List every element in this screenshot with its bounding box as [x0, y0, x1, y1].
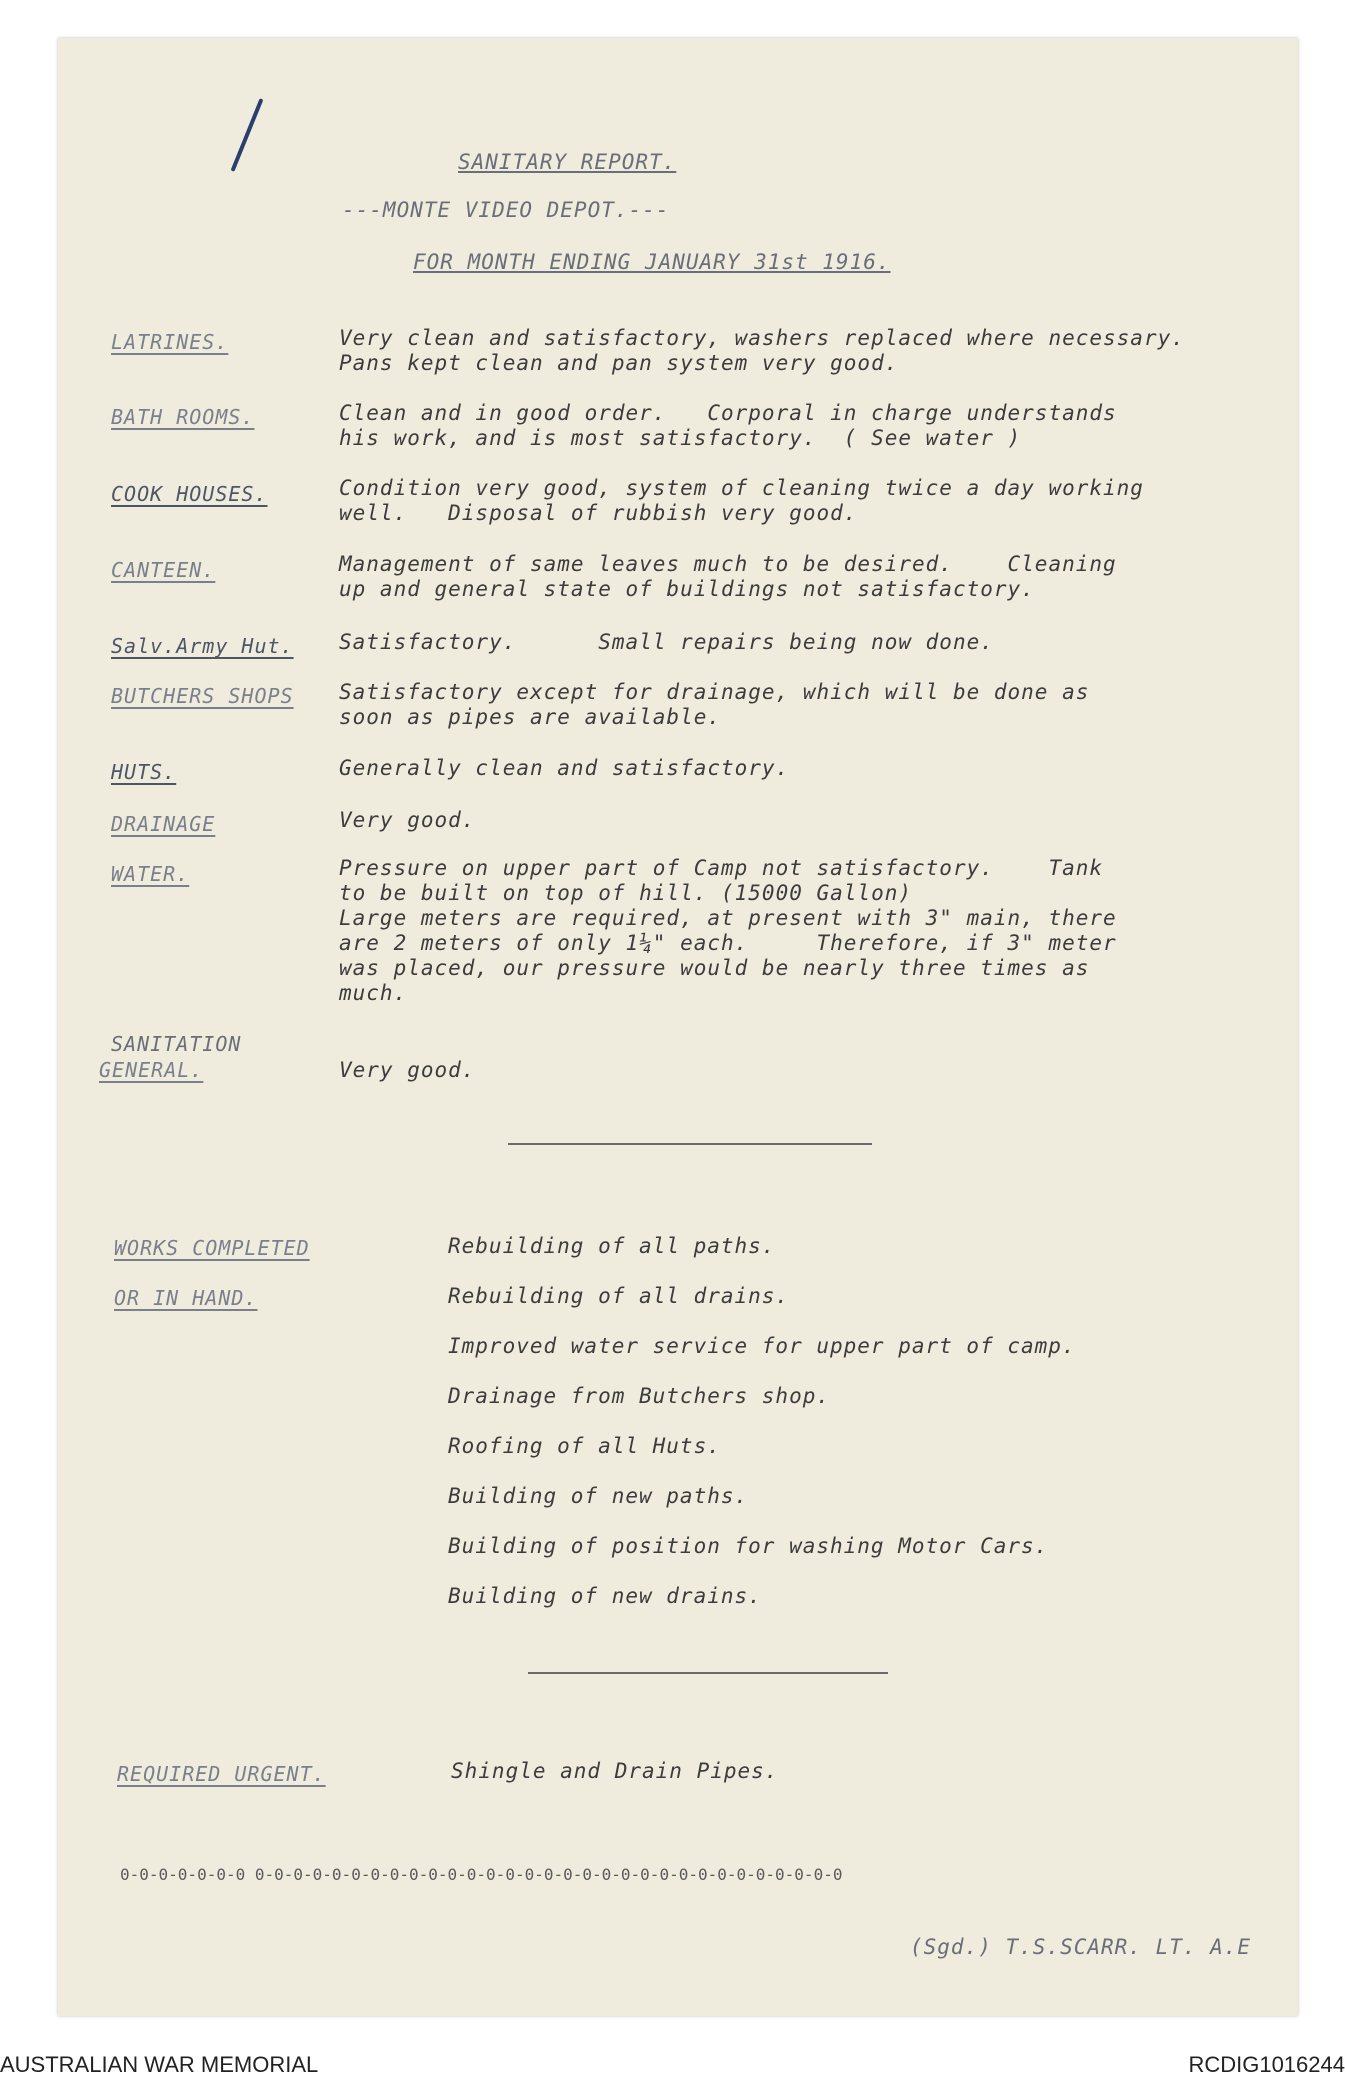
works-item: Drainage from Butchers shop. — [448, 1384, 831, 1408]
report-period: FOR MONTH ENDING JANUARY 31st 1916. — [413, 250, 891, 274]
divider-2 — [528, 1672, 888, 1674]
signature: (Sgd.) T.S.SCARR. LT. A.E — [910, 1935, 1252, 1959]
works-item: Improved water service for upper part of camp. — [448, 1334, 1076, 1358]
section-text-water: Pressure on upper part of Camp not satisfactory. Tank to be built on top of hill. (15000 Gallon) Large meters are required, at present with 3" main, there are 2 meters of only 1¼" each. Therefore, if 3" meter was placed, our pressure would be nearly three times as much. — [339, 856, 1117, 1005]
footer-archive-name: AUSTRALIAN WAR MEMORIAL — [0, 2052, 319, 2077]
section-text-salv-army-hut: Satisfactory. Small repairs being now done. — [339, 630, 994, 654]
required-label: REQUIRED URGENT. — [117, 1762, 326, 1786]
works-item: Building of new drains. — [448, 1584, 762, 1608]
section-label-drainage: DRAINAGE — [111, 812, 216, 836]
section-text-canteen: Management of same leaves much to be desired. Cleaning up and general state of buildings not satisfactory. — [339, 552, 1117, 601]
works-item: Rebuilding of all paths. — [448, 1234, 776, 1258]
works-label-line1: WORKS COMPLETED — [114, 1236, 310, 1260]
section-text-latrines: Very clean and satisfactory, washers replaced where necessary. Pans kept clean and pan system very good. — [339, 326, 1185, 375]
section-text-drainage: Very good. — [339, 808, 476, 832]
section-label-canteen: CANTEEN. — [111, 558, 216, 582]
section-label-bath-rooms: BATH ROOMS. — [111, 405, 255, 429]
section-text-butchers-shops: Satisfactory except for drainage, which will be done as soon as pipes are available. — [339, 680, 1090, 729]
report-title: SANITARY REPORT. — [458, 150, 677, 174]
section-label-cook-houses: COOK HOUSES. — [111, 482, 268, 506]
section-text-sanitation: Very good. — [339, 1058, 476, 1082]
section-label-sanitation-line1: SANITATION — [111, 1032, 242, 1056]
section-label-salv-army-hut: Salv.Army Hut. — [111, 634, 294, 658]
divider-1 — [508, 1143, 872, 1145]
section-text-cook-houses: Condition very good, system of cleaning twice a day working well. Disposal of rubbish very good. — [339, 476, 1144, 525]
report-depot: ---MONTE VIDEO DEPOT.--- — [342, 198, 670, 222]
works-item: Rebuilding of all drains. — [448, 1284, 790, 1308]
works-item: Building of position for washing Motor Cars. — [448, 1534, 1049, 1558]
works-item: Building of new paths. — [448, 1484, 749, 1508]
section-label-water: WATER. — [111, 862, 190, 886]
section-label-butchers-shops: BUTCHERS SHOPS — [111, 684, 294, 708]
works-item: Roofing of all Huts. — [448, 1434, 721, 1458]
section-label-huts: HUTS. — [111, 760, 177, 784]
works-label-line2: OR IN HAND. — [114, 1286, 258, 1310]
required-text: Shingle and Drain Pipes. — [451, 1759, 779, 1783]
footer-record-id: RCDIG1016244 — [1188, 2052, 1345, 2077]
section-text-bath-rooms: Clean and in good order. Corporal in charge understands his work, and is most satisfactory. ( See water ) — [339, 401, 1117, 450]
dotted-separator: 0-0-0-0-0-0-0 0-0-0-0-0-0-0-0-0-0-0-0-0-0-0-0-0-0-0-0-0-0-0-0-0-0-0-0-0-0-0 — [120, 1865, 843, 1884]
section-label-sanitation-line2: GENERAL. — [99, 1058, 204, 1082]
section-label-latrines: LATRINES. — [111, 330, 229, 354]
section-text-huts: Generally clean and satisfactory. — [339, 756, 790, 780]
